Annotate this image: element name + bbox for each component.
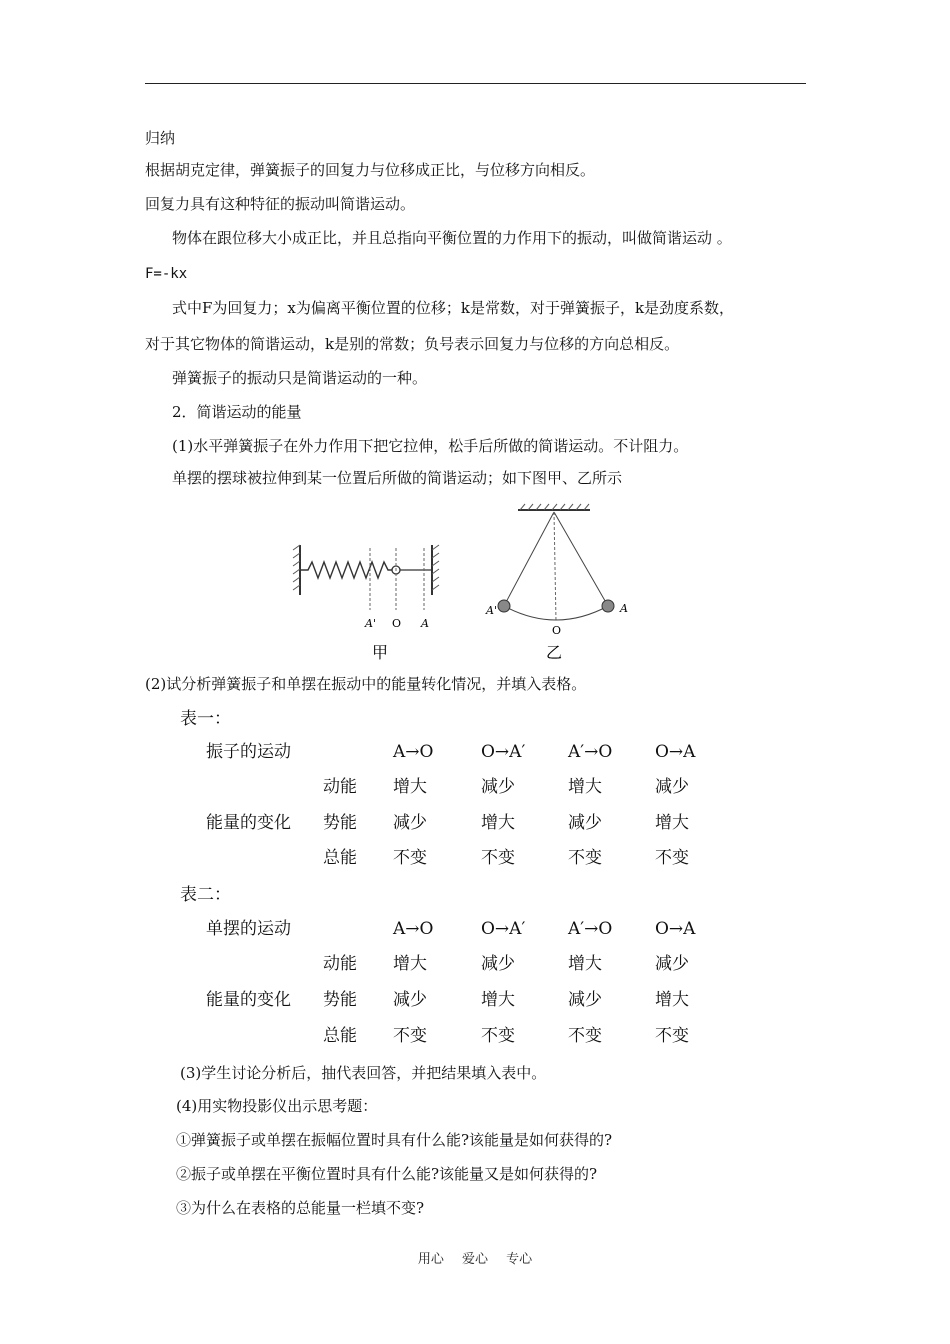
page-footer bbox=[0, 1248, 950, 1267]
table-2-phase: O→A bbox=[655, 919, 696, 939]
table-2-title: 表二： bbox=[180, 885, 231, 905]
table-2-cell: 减少 bbox=[481, 954, 515, 974]
table-2-cell: 减少 bbox=[568, 990, 602, 1010]
table-2-cell: 增大 bbox=[655, 990, 689, 1010]
table-1-cell: 不变 bbox=[393, 848, 427, 868]
table-1-cell: 减少 bbox=[655, 777, 689, 797]
spring-label-a: A bbox=[421, 617, 429, 630]
table-2-row-label: 势能 bbox=[323, 990, 357, 1010]
paragraph-item-1: (1)水平弹簧振子在外力作用下把它拉伸，松手后所做的简谐运动。不计阻力。 bbox=[172, 437, 689, 455]
paragraph-item-2: (2)试分析弹簧振子和单摆在振动中的能量转化情况，并填入表格。 bbox=[145, 675, 587, 693]
table-2-cell: 增大 bbox=[481, 990, 515, 1010]
table-2-row-label: 总能 bbox=[323, 1026, 357, 1046]
pendulum-label-o: O bbox=[552, 624, 562, 637]
table-2-phase: A′→O bbox=[568, 919, 613, 939]
question-3: ③为什么在表格的总能量一栏填不变? bbox=[176, 1199, 425, 1217]
spring-label-o: O bbox=[392, 617, 402, 630]
table-1-row-label: 势能 bbox=[323, 813, 357, 833]
section-heading-energy: 2．简谐运动的能量 bbox=[172, 403, 302, 421]
paragraph-definition-short: 回复力具有这种特征的振动叫简谐运动。 bbox=[145, 195, 416, 213]
spring-oscillator-diagram bbox=[293, 545, 439, 662]
paragraph-formula-explain-2: 对于其它物体的简谐运动，k是别的常数；负号表示回复力与位移的方向总相反。 bbox=[145, 335, 680, 353]
table-1-cell: 减少 bbox=[568, 813, 602, 833]
paragraph-item-3: (3)学生讨论分析后，抽代表回答，并把结果填入表中。 bbox=[180, 1064, 547, 1082]
table-2-cell: 减少 bbox=[393, 990, 427, 1010]
table-1-group-label: 能量的变化 bbox=[206, 813, 291, 833]
paragraph-hooke-law: 根据胡克定律，弹簧振子的回复力与位移成正比，与位移方向相反。 bbox=[145, 161, 596, 179]
table-2-phase: A→O bbox=[393, 919, 434, 939]
table-2-cell: 不变 bbox=[655, 1026, 689, 1046]
table-1-cell: 减少 bbox=[393, 813, 427, 833]
table-1-cell: 减少 bbox=[481, 777, 515, 797]
table-1-cell: 增大 bbox=[393, 777, 427, 797]
table-1-row-label: 总能 bbox=[323, 848, 357, 868]
spring-label-a-prime: A' bbox=[365, 617, 376, 630]
pendulum-label-a: A bbox=[620, 602, 628, 615]
table-2-cell: 不变 bbox=[568, 1026, 602, 1046]
footer-text: 用心 bbox=[417, 1252, 444, 1267]
paragraph-definition: 物体在跟位移大小成正比，并且总指向平衡位置的力作用下的振动，叫做简谐运动 。 bbox=[172, 229, 732, 247]
formula: F=-kx bbox=[145, 266, 188, 282]
table-1-row-label: 动能 bbox=[323, 777, 357, 797]
table-2-group-label: 能量的变化 bbox=[206, 990, 291, 1010]
heading-summary: 归纳 bbox=[145, 129, 176, 147]
table-2-row-label: 动能 bbox=[323, 954, 357, 974]
table-2-cell: 减少 bbox=[655, 954, 689, 974]
header-rule bbox=[145, 83, 806, 84]
table-1-cell: 不变 bbox=[568, 848, 602, 868]
table-2-cell: 增大 bbox=[393, 954, 427, 974]
table-1-motion-label: 振子的运动 bbox=[206, 742, 291, 762]
table-1-cell: 增大 bbox=[655, 813, 689, 833]
table-1-title: 表一： bbox=[180, 709, 231, 729]
paragraph-formula-explain-1: 式中F为回复力；x为偏离平衡位置的位移；k是常数，对于弹簧振子，k是劲度系数， bbox=[172, 299, 735, 317]
caption-yi: 乙 bbox=[546, 643, 563, 662]
table-1-cell: 增大 bbox=[568, 777, 602, 797]
paragraph-pendulum: 单摆的摆球被拉伸到某一位置后所做的简谐运动；如下图甲、乙所示 bbox=[172, 469, 623, 487]
table-1-phase: A′→O bbox=[568, 742, 613, 762]
table-1-cell: 增大 bbox=[481, 813, 515, 833]
question-2: ②振子或单摆在平衡位置时具有什么能?该能量又是如何获得的? bbox=[176, 1165, 598, 1183]
footer-text: 爱心 bbox=[461, 1252, 488, 1267]
table-2-cell: 不变 bbox=[393, 1026, 427, 1046]
table-2-cell: 增大 bbox=[568, 954, 602, 974]
paragraph-item-4: (4)用实物投影仪出示思考题： bbox=[176, 1097, 378, 1115]
table-2-phase: O→A′ bbox=[481, 919, 526, 939]
pendulum-label-a-prime: A' bbox=[486, 604, 497, 617]
oscillator-figure bbox=[290, 500, 670, 665]
table-2-motion-label: 单摆的运动 bbox=[206, 919, 291, 939]
footer-text: 专心 bbox=[506, 1252, 533, 1267]
table-1-phase: O→A bbox=[655, 742, 696, 762]
table-1-cell: 不变 bbox=[655, 848, 689, 868]
caption-jia: 甲 bbox=[372, 643, 389, 662]
table-1-phase: O→A′ bbox=[481, 742, 526, 762]
question-1: ①弹簧振子或单摆在振幅位置时具有什么能?该能量是如何获得的? bbox=[176, 1131, 613, 1149]
table-1-phase: A→O bbox=[393, 742, 434, 762]
paragraph-spring-note: 弹簧振子的振动只是简谐运动的一种。 bbox=[172, 369, 428, 387]
table-2-cell: 不变 bbox=[481, 1026, 515, 1046]
pendulum-diagram bbox=[485, 504, 628, 662]
table-1-cell: 不变 bbox=[481, 848, 515, 868]
